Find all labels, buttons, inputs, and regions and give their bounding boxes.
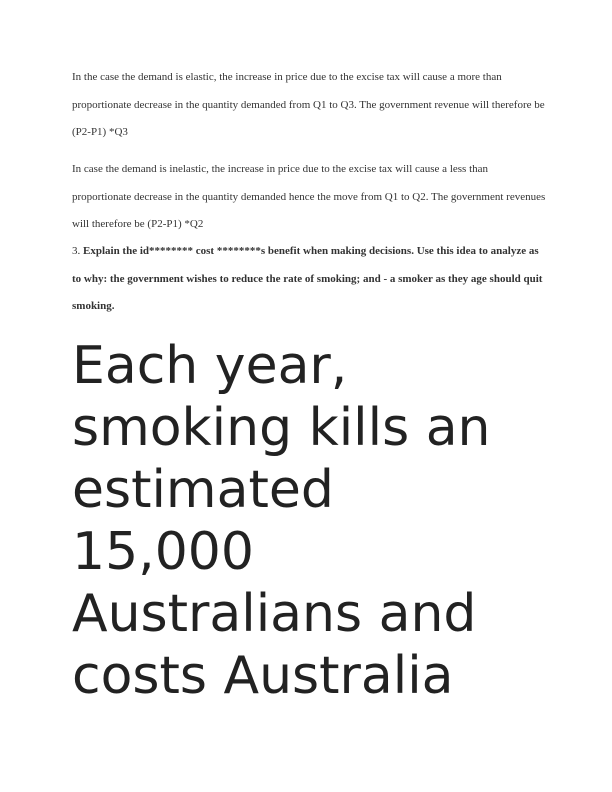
question-3: [72, 238, 548, 321]
headline-line-6: costs Australia: [72, 646, 454, 706]
headline-line-1: Each year,: [72, 336, 348, 396]
paragraph-inelastic-demand: In case the demand is inelastic, the increase in price due to the excise tax will cause a less than proportionate decrease in the quantity demanded hence the move from Q1 to Q2. The government revenues will therefore be (P2-P1) *Q2: [72, 163, 546, 230]
headline-line-2: smoking kills an: [72, 398, 491, 458]
headline: [72, 335, 572, 707]
question-number: 3.: [72, 245, 83, 257]
headline-line-4: 15,000: [72, 522, 254, 582]
headline-line-3: estimated: [72, 460, 334, 520]
question-text: Explain the id******** cost ********s benefit when making decisions. Use this idea to analyze as to why: the government wishes to reduce the rate of smoking; and - a smoker as they age should quit smoking.: [72, 245, 543, 312]
headline-line-5: Australians and: [72, 584, 477, 644]
paragraph-elastic-demand: In the case the demand is elastic, the increase in price due to the excise tax will cause a more than proportionate decrease in the quantity demanded from Q1 to Q3. The government revenue will therefore be (P2-P1) *Q3: [72, 71, 545, 138]
